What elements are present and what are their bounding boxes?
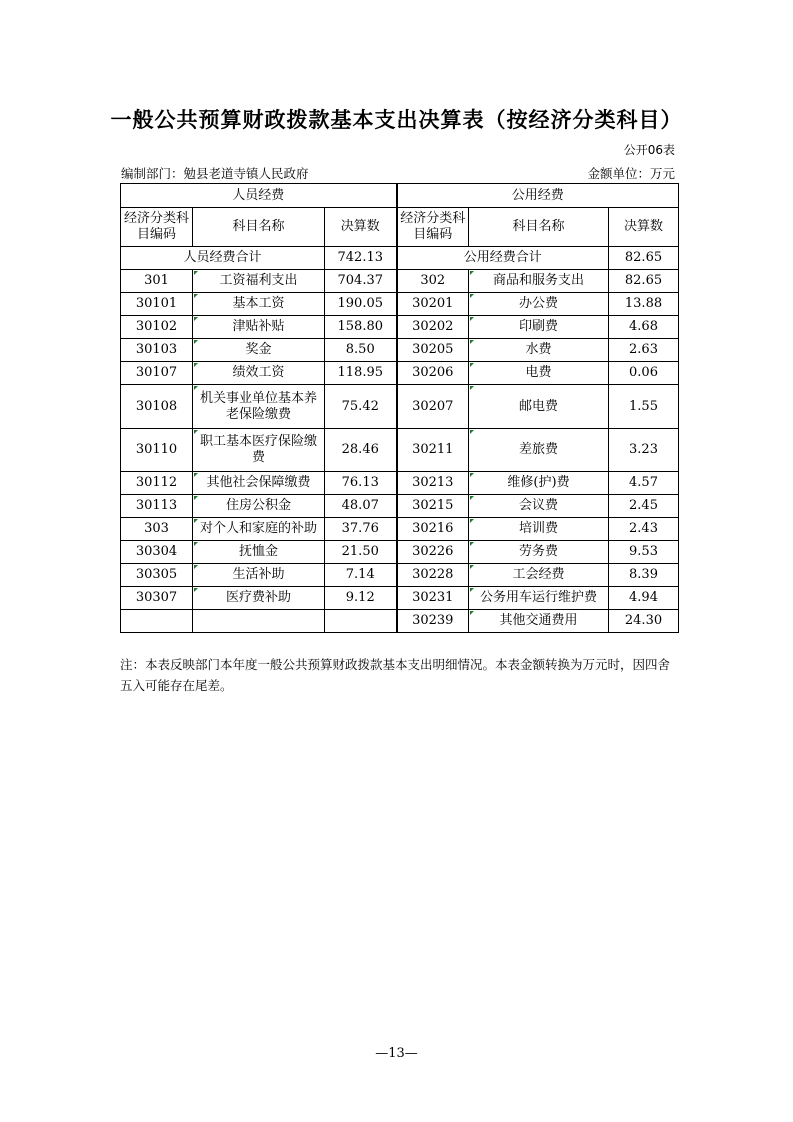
public-name-cell: 工会经费 [469, 564, 609, 587]
public-code-cell: 30239 [397, 610, 469, 633]
public-code-cell: 30205 [397, 339, 469, 362]
page-number: —13— [375, 1046, 418, 1061]
public-amount-cell: 13.88 [609, 293, 679, 316]
expenditure-table [120, 183, 679, 633]
amount-unit: 金额单位：万元 [587, 166, 675, 181]
public-code-cell: 30207 [397, 385, 469, 429]
personnel-amount-cell: 37.76 [325, 518, 397, 541]
column-header-row [121, 208, 679, 247]
personnel-name-cell: 职工基本医疗保险缴费 [193, 429, 325, 472]
personnel-amount-cell: 7.14 [325, 564, 397, 587]
form-number: 公开06表 [623, 143, 675, 157]
group-header-row [121, 184, 679, 208]
personnel-code-cell: 301 [121, 270, 193, 293]
public-total-label: 公用经费合计 [397, 247, 609, 270]
table-row [121, 587, 679, 610]
personnel-name-cell: 抚恤金 [193, 541, 325, 564]
public-amount-cell: 2.63 [609, 339, 679, 362]
personnel-total-value: 742.13 [325, 247, 397, 270]
public-name-cell: 其他交通费用 [469, 610, 609, 633]
public-name-cell: 会议费 [469, 495, 609, 518]
personnel-code-cell: 30113 [121, 495, 193, 518]
table-row [121, 564, 679, 587]
personnel-amount-cell: 190.05 [325, 293, 397, 316]
table-row [121, 362, 679, 385]
personnel-code-cell: 30103 [121, 339, 193, 362]
personnel-name-cell: 奖金 [193, 339, 325, 362]
public-code-cell: 30206 [397, 362, 469, 385]
public-code-cell: 30231 [397, 587, 469, 610]
personnel-name-cell: 绩效工资 [193, 362, 325, 385]
table-row [121, 293, 679, 316]
public-code-cell: 30202 [397, 316, 469, 339]
public-name-cell: 水费 [469, 339, 609, 362]
table-row [121, 472, 679, 495]
public-amount-cell: 0.06 [609, 362, 679, 385]
public-code-cell: 30211 [397, 429, 469, 472]
table-row [121, 495, 679, 518]
personnel-total-label: 人员经费合计 [121, 247, 325, 270]
public-name-cell: 印刷费 [469, 316, 609, 339]
personnel-amount-cell: 9.12 [325, 587, 397, 610]
personnel-amount-cell: 75.42 [325, 385, 397, 429]
public-code-cell: 302 [397, 270, 469, 293]
public-name-cell: 电费 [469, 362, 609, 385]
public-name-cell: 差旅费 [469, 429, 609, 472]
public-name-cell: 商品和服务支出 [469, 270, 609, 293]
personnel-name-cell: 对个人和家庭的补助 [193, 518, 325, 541]
personnel-name-cell: 基本工资 [193, 293, 325, 316]
table-row [121, 518, 679, 541]
public-amount-cell: 2.45 [609, 495, 679, 518]
personnel-name-cell: 其他社会保障缴费 [193, 472, 325, 495]
personnel-code-cell: 303 [121, 518, 193, 541]
public-code-cell: 30215 [397, 495, 469, 518]
public-amount-cell: 1.55 [609, 385, 679, 429]
totals-row [121, 247, 679, 270]
amount-header: 决算数 [609, 208, 679, 247]
amount-header: 决算数 [325, 208, 397, 247]
public-amount-cell: 24.30 [609, 610, 679, 633]
personnel-amount-cell: 48.07 [325, 495, 397, 518]
table-row [121, 270, 679, 293]
name-header: 科目名称 [469, 208, 609, 247]
personnel-group-header: 人员经费 [121, 184, 397, 208]
table-row [121, 316, 679, 339]
personnel-name-cell: 生活补助 [193, 564, 325, 587]
personnel-name-cell: 机关事业单位基本养老保险缴费 [193, 385, 325, 429]
personnel-name-cell: 工资福利支出 [193, 270, 325, 293]
personnel-name-cell: 医疗费补助 [193, 587, 325, 610]
personnel-code-cell: 30107 [121, 362, 193, 385]
personnel-amount-cell: 704.37 [325, 270, 397, 293]
public-name-cell: 劳务费 [469, 541, 609, 564]
personnel-amount-cell: 76.13 [325, 472, 397, 495]
personnel-amount-cell: 8.50 [325, 339, 397, 362]
personnel-code-cell: 30110 [121, 429, 193, 472]
personnel-name-cell [193, 610, 325, 633]
public-amount-cell: 4.94 [609, 587, 679, 610]
public-code-cell: 30228 [397, 564, 469, 587]
personnel-code-cell: 30307 [121, 587, 193, 610]
public-name-cell: 公务用车运行维护费 [469, 587, 609, 610]
personnel-code-cell: 30304 [121, 541, 193, 564]
personnel-code-cell: 30101 [121, 293, 193, 316]
personnel-amount-cell: 158.80 [325, 316, 397, 339]
table-body [121, 270, 679, 633]
code-header: 经济分类科目编码 [121, 208, 193, 247]
public-amount-cell: 82.65 [609, 270, 679, 293]
personnel-amount-cell: 28.46 [325, 429, 397, 472]
page-title: 一般公共预算财政拨款基本支出决算表（按经济分类科目） [110, 108, 683, 132]
public-amount-cell: 4.68 [609, 316, 679, 339]
personnel-name-cell: 住房公积金 [193, 495, 325, 518]
table-row [121, 339, 679, 362]
public-name-cell: 维修(护)费 [469, 472, 609, 495]
personnel-code-cell: 30112 [121, 472, 193, 495]
public-group-header: 公用经费 [397, 184, 679, 208]
personnel-amount-cell: 118.95 [325, 362, 397, 385]
personnel-code-cell [121, 610, 193, 633]
public-amount-cell: 4.57 [609, 472, 679, 495]
public-code-cell: 30226 [397, 541, 469, 564]
table-row [121, 429, 679, 472]
table-row [121, 610, 679, 633]
public-amount-cell: 9.53 [609, 541, 679, 564]
public-name-cell: 邮电费 [469, 385, 609, 429]
public-code-cell: 30216 [397, 518, 469, 541]
code-header: 经济分类科目编码 [397, 208, 469, 247]
compiling-department: 编制部门：勉县老道寺镇人民政府 [121, 166, 309, 181]
public-code-cell: 30213 [397, 472, 469, 495]
public-amount-cell: 8.39 [609, 564, 679, 587]
personnel-code-cell: 30102 [121, 316, 193, 339]
public-total-value: 82.65 [609, 247, 679, 270]
public-amount-cell: 3.23 [609, 429, 679, 472]
personnel-code-cell: 30108 [121, 385, 193, 429]
public-name-cell: 办公费 [469, 293, 609, 316]
personnel-amount-cell: 21.50 [325, 541, 397, 564]
public-code-cell: 30201 [397, 293, 469, 316]
table-row [121, 385, 679, 429]
public-name-cell: 培训费 [469, 518, 609, 541]
public-amount-cell: 2.43 [609, 518, 679, 541]
footnote: 注：本表反映部门本年度一般公共预算财政拨款基本支出明细情况。本表金额转换为万元时，因四舍五入可能存在尾差。 [120, 657, 671, 693]
personnel-name-cell: 津贴补贴 [193, 316, 325, 339]
name-header: 科目名称 [193, 208, 325, 247]
personnel-amount-cell [325, 610, 397, 633]
personnel-code-cell: 30305 [121, 564, 193, 587]
table-row [121, 541, 679, 564]
